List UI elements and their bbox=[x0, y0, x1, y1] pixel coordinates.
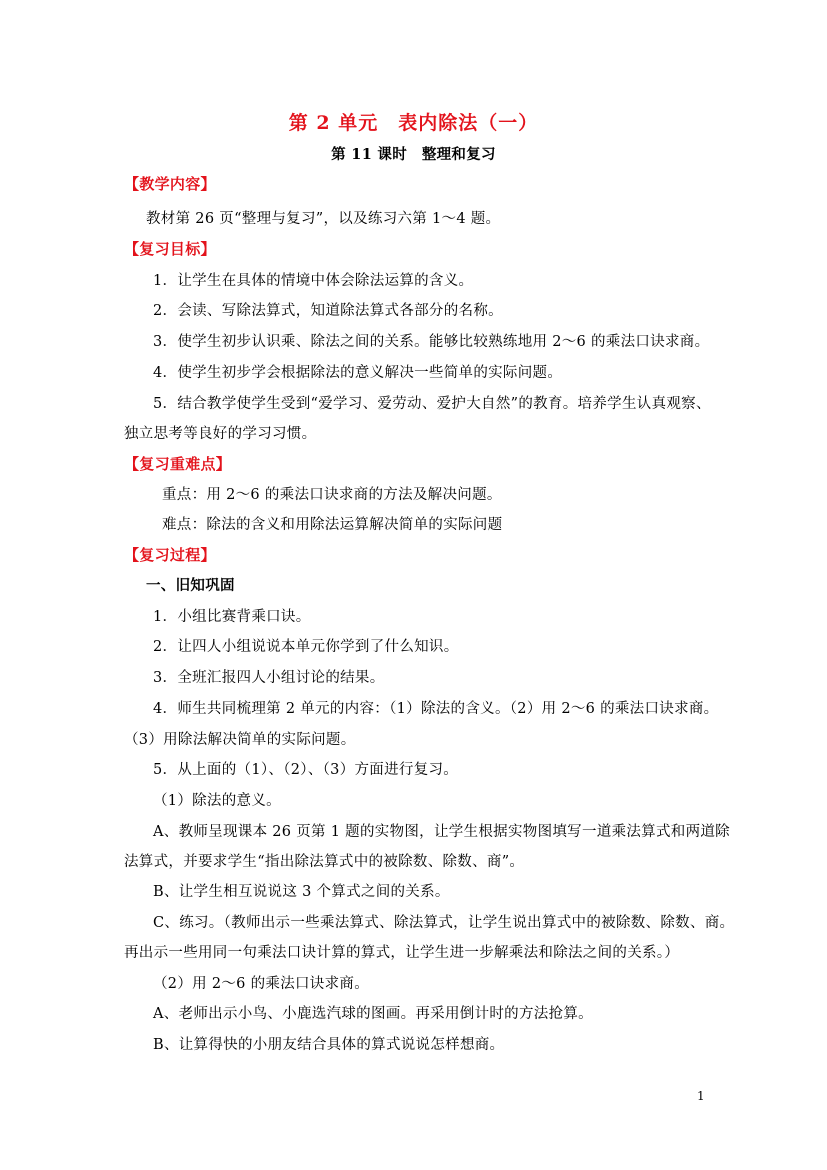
process-line: A、教师呈现课本 26 页第 1 题的实物图，让学生根据实物图填写一道乘法算式和两道除 bbox=[153, 824, 730, 840]
goal-item: 5．结合教学使学生受到“爱学习、爱劳动、爱护大自然”的教育。培养学生认真观察、 bbox=[153, 396, 711, 412]
section-heading-content: 【教学内容】 bbox=[124, 175, 216, 193]
process-subheading: 一、旧知巩固 bbox=[146, 577, 235, 594]
content-text: 教材第 26 页“整理与复习”，以及练习六第 1～4 题。 bbox=[146, 211, 501, 227]
process-line: （1）除法的意义。 bbox=[153, 793, 281, 809]
difficult-point: 难点：除法的含义和用除法运算解决简单的实际问题 bbox=[162, 517, 503, 533]
section-heading-process: 【复习过程】 bbox=[124, 546, 216, 564]
process-line: B、让算得快的小朋友结合具体的算式说说怎样想商。 bbox=[153, 1037, 505, 1053]
process-line: 3．全班汇报四人小组讨论的结果。 bbox=[153, 670, 385, 686]
process-line: 5．从上面的（1）、（2）、（3）方面进行复习。 bbox=[153, 762, 459, 778]
process-line: 2．让四人小组说说本单元你学到了什么知识。 bbox=[153, 639, 459, 655]
process-line: A、老师出示小鸟、小鹿选汽球的图画。再采用倒计时的方法抢算。 bbox=[153, 1006, 593, 1022]
goal-item: 1．让学生在具体的情境中体会除法运算的含义。 bbox=[153, 273, 474, 289]
section-heading-goals: 【复习目标】 bbox=[124, 240, 216, 258]
section-heading-key-points: 【复习重难点】 bbox=[124, 455, 232, 473]
document-subtitle: 第 11 课时 整理和复习 bbox=[331, 146, 496, 163]
goal-item: 3．使学生初步认识乘、除法之间的关系。能够比较熟练地用 2～6 的乘法口诀求商。 bbox=[153, 334, 710, 350]
key-point: 重点：用 2～6 的乘法口诀求商的方法及解决问题。 bbox=[162, 487, 502, 503]
process-line: 法算式，并要求学生“指出除法算式中的被除数、除数、商”。 bbox=[124, 854, 525, 870]
process-line: （2）用 2～6 的乘法口诀求商。 bbox=[153, 976, 369, 992]
goal-item: 2．会读、写除法算式，知道除法算式各部分的名称。 bbox=[153, 303, 503, 319]
goal-item: 4．使学生初步学会根据除法的意义解决一些简单的实际问题。 bbox=[153, 365, 563, 381]
process-line: B、让学生相互说说这 3 个算式之间的关系。 bbox=[153, 884, 450, 900]
process-line: 1．小组比赛背乘口诀。 bbox=[153, 609, 311, 625]
document-title: 第 2 单元 表内除法（一） bbox=[288, 112, 539, 134]
process-line: C、练习。（教师出示一些乘法算式、除法算式，让学生说出算式中的被除数、除数、商。 bbox=[153, 915, 735, 931]
page-number: 1 bbox=[697, 1089, 705, 1103]
process-line: （3）用除法解决简单的实际问题。 bbox=[124, 732, 356, 748]
goal-item-continued: 独立思考等良好的学习习惯。 bbox=[124, 426, 317, 442]
process-line: 再出示一些用同一句乘法口诀计算的算式，让学生进一步解乘法和除法之间的关系。） bbox=[124, 945, 680, 961]
process-line: 4．师生共同梳理第 2 单元的内容：（1）除法的含义。（2）用 2～6 的乘法口诀求商。 bbox=[153, 701, 719, 717]
